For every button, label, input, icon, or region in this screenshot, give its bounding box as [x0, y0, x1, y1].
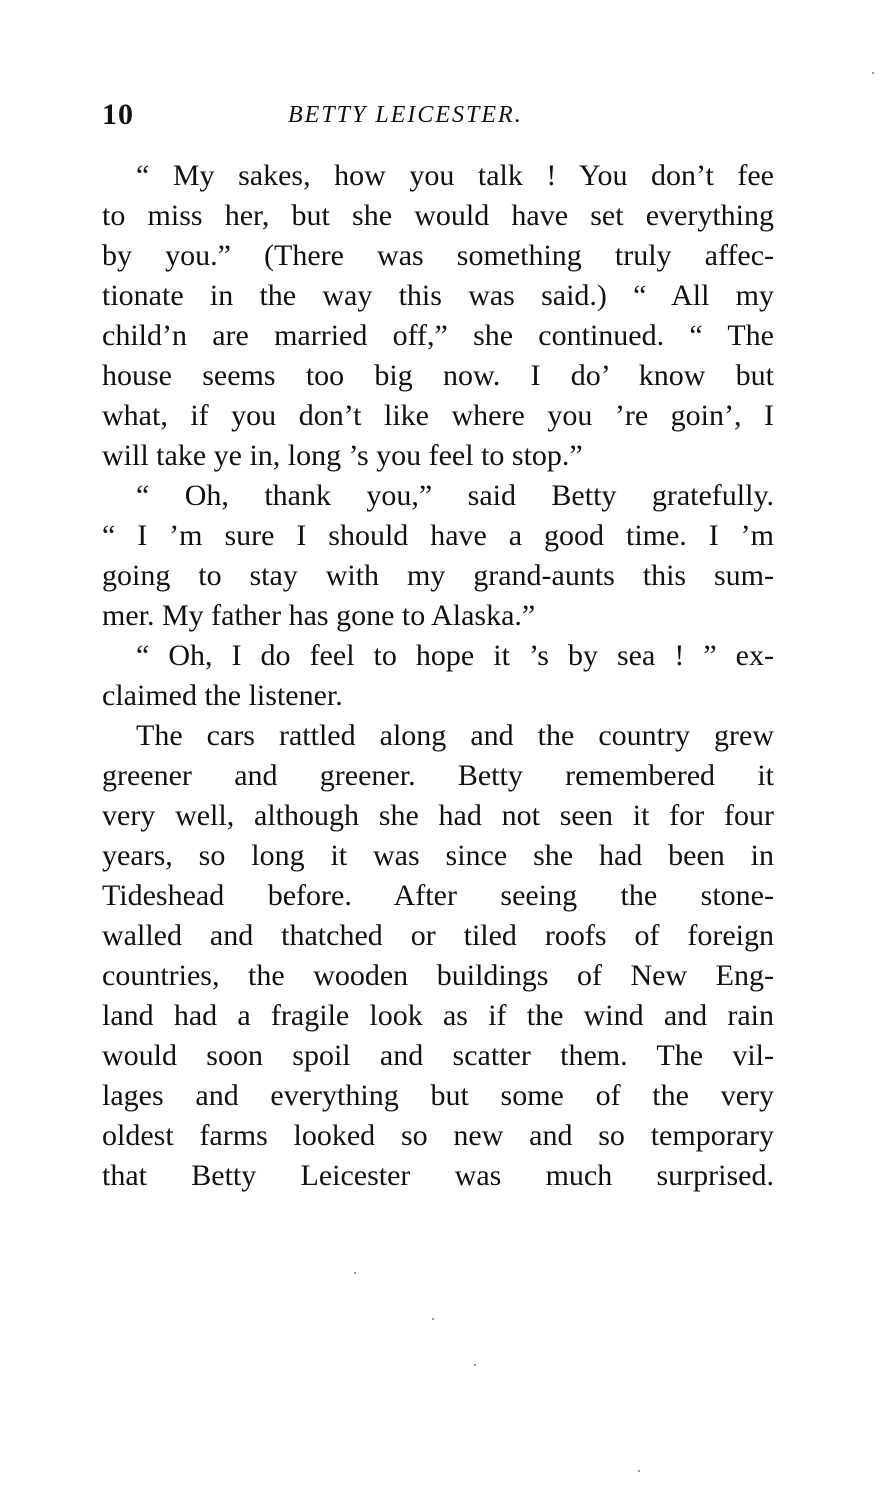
scan-speck — [872, 72, 874, 74]
text-line: “ Oh, I do feel to hope it ’s by sea ! ” ex- — [136, 639, 774, 672]
text-line: would soon spoil and scatter them. The vil- — [102, 1039, 774, 1072]
page-number: 10 — [102, 98, 134, 131]
running-header — [102, 98, 774, 138]
text-line: lages and everything but some of the very — [102, 1079, 774, 1112]
text-line: will take ye in, long ’s you feel to stop.” — [102, 439, 583, 472]
text-line: years, so long it was since she had been in — [102, 839, 774, 872]
text-line: mer. My father has gone to Alaska.” — [102, 599, 536, 632]
running-title: BETTY LEICESTER. — [288, 102, 523, 128]
text-line: “ I ’m sure I should have a good time. I ’m — [102, 519, 774, 552]
text-line: by you.” (There was something truly affec- — [102, 239, 774, 272]
text-line: house seems too big now. I do’ know but — [102, 359, 774, 392]
text-line: what, if you don’t like where you ’re goin’, I — [102, 399, 774, 432]
text-line: Tideshead before. After seeing the stone- — [102, 879, 774, 912]
scan-speck — [474, 1364, 476, 1366]
text-line: “ Oh, thank you,” said Betty gratefully. — [136, 479, 774, 512]
text-line: countries, the wooden buildings of New Eng- — [102, 959, 774, 992]
scan-speck — [638, 1470, 640, 1472]
text-line: claimed the listener. — [102, 679, 343, 712]
text-line: The cars rattled along and the country grew — [136, 719, 774, 752]
text-line: child’n are married off,” she continued. “ The — [102, 319, 774, 352]
text-line: walled and thatched or tiled roofs of foreign — [102, 919, 774, 952]
text-line: greener and greener. Betty remembered it — [102, 759, 774, 792]
text-line: “ My sakes, how you talk ! You don’t fee — [136, 159, 774, 192]
text-line: going to stay with my grand-aunts this sum- — [102, 559, 774, 592]
text-line: to miss her, but she would have set everything — [102, 199, 774, 232]
body-text — [102, 156, 774, 1196]
text-line: very well, although she had not seen it for four — [102, 799, 774, 832]
text-line: oldest farms looked so new and so temporary — [102, 1119, 774, 1152]
text-line: land had a fragile look as if the wind and rain — [102, 999, 774, 1032]
text-line: tionate in the way this was said.) “ All my — [102, 279, 774, 312]
scan-speck — [354, 1272, 356, 1274]
scan-speck — [432, 1318, 434, 1320]
text-line: that Betty Leicester was much surprised. — [102, 1159, 774, 1192]
